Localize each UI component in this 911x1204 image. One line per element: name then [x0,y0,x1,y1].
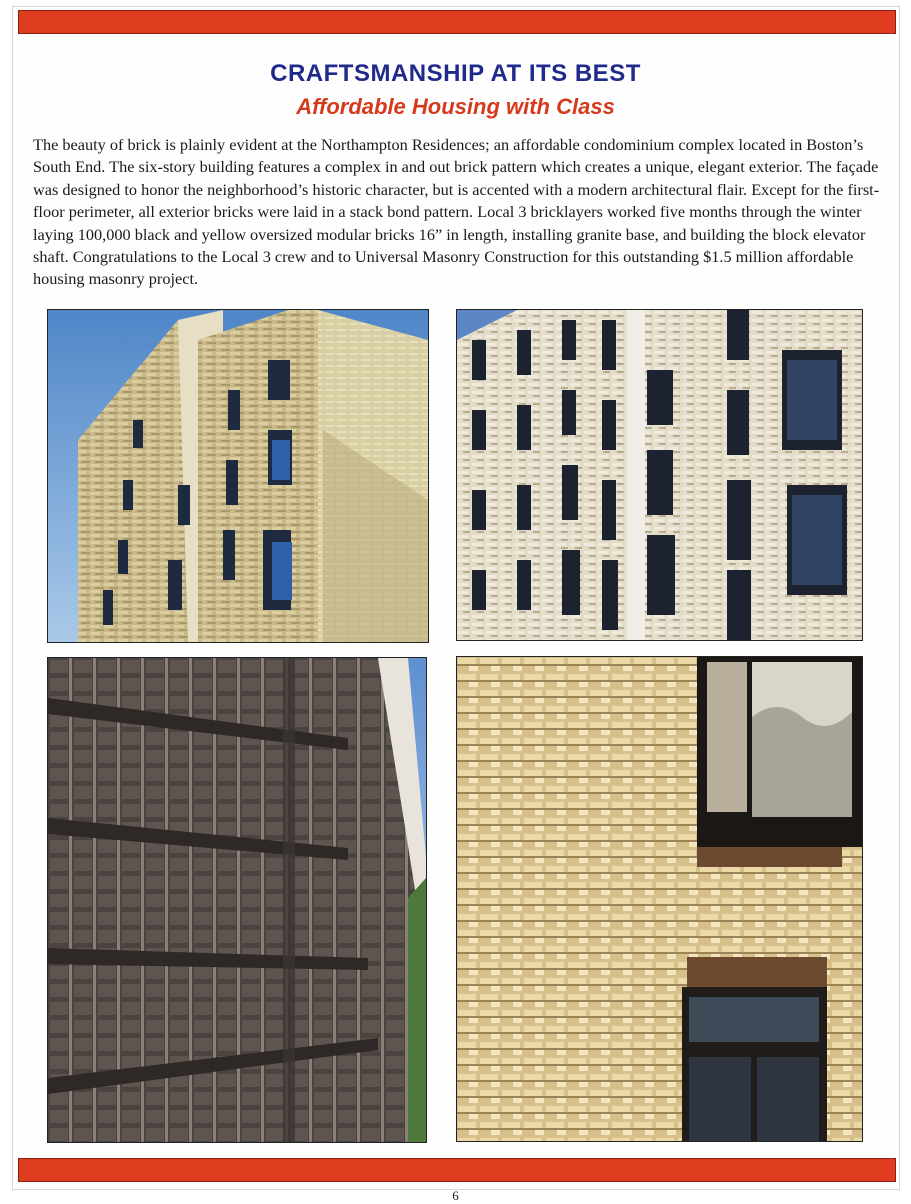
page-number: 6 [452,1188,459,1203]
article-paragraph: The beauty of brick is plainly evident at the Northampton Residences; an affordable condominium complex located in Boston’s South End. The six-story building features a complex in and out brick pattern which creates a unique, elegant exterior. The façade was designed to honor the neighborhood’s historic character, but is accented with a modern architectural flair. Except for the first-floor perimeter, all exterior bricks were laid in a stack bond pattern. Local 3 bricklayers worked five months through the winter laying 100,000 black and yellow oversized modular bricks 16” in length, installing granite base, and building the block elevator shaft. Congratulations to the Local 3 crew and to Universal Masonry Construction for this outstanding $1.5 million affordable housing masonry project. [33,135,880,289]
top-accent-bar [18,10,896,34]
page-subtitle: Affordable Housing with Class [296,94,615,119]
building-exterior-photo [47,309,429,643]
facade-windows-photo [456,309,863,641]
bottom-accent-bar [18,1158,896,1182]
dark-brick-wall-photo [47,657,427,1143]
page-title: CRAFTSMANSHIP AT ITS BEST [270,60,641,87]
yellow-brick-window-photo [456,656,863,1142]
